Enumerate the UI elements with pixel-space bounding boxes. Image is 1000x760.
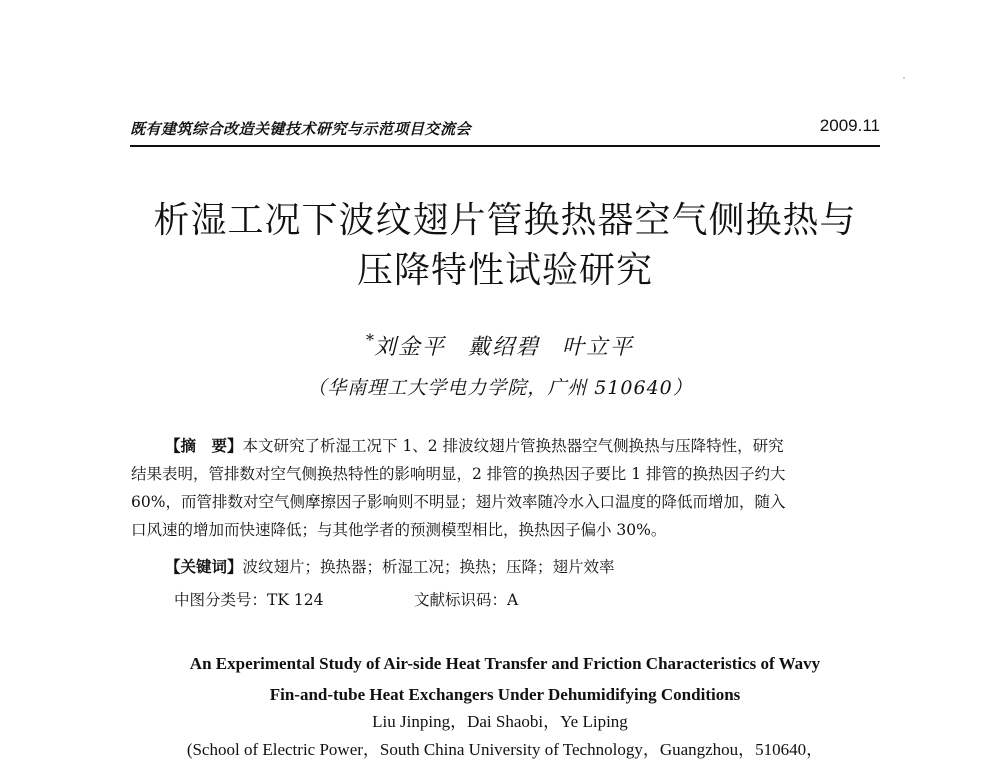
- document-code: 文献标识码：A: [414, 591, 519, 609]
- running-header: [130, 118, 880, 142]
- english-affiliation: (School of Electric Power，South China University of Technology，Guangzhou，510640，: [186, 740, 824, 759]
- abstract-line-4: 口风速的增加而快速降低；与其他学者的预测模型相比，换热因子偏小 30%。: [131, 521, 667, 539]
- scan-speck: [903, 77, 905, 79]
- english-title: [100, 648, 910, 710]
- abstract-line-1: [131, 432, 881, 460]
- keywords: [165, 555, 615, 577]
- english-title-line-1: An Experimental Study of Air-side Heat Transfer and Friction Characteristics of Wavy: [189, 654, 821, 673]
- abstract-text-1: 本文研究了析湿工况下 1、2 排波纹翅片管换热器空气侧换热与压降特性，研究: [242, 437, 784, 455]
- header-conference-name: 既有建筑综合改造关键技术研究与示范项目交流会: [130, 120, 472, 138]
- classification-line: [174, 588, 774, 610]
- paper-title: [100, 196, 910, 296]
- keywords-label: 【关键词】: [165, 557, 243, 576]
- english-title-line-2: Fin-and-tube Heat Exchangers Under Dehumidifying Conditions: [269, 685, 741, 704]
- abstract-line-3: 60%，而管排数对空气侧摩擦因子影响则不明显；翅片效率随冷水入口温度的降低而增加，随入: [131, 493, 786, 511]
- author-affiliation: （华南理工大学电力学院，广州 510640）: [307, 377, 693, 399]
- author-2: 戴绍碧: [467, 335, 540, 360]
- english-authors: Liu Jinping，Dai Shaobi，Ye Liping: [372, 712, 628, 731]
- title-line-1: 析湿工况下波纹翅片管换热器空气侧换热与: [153, 200, 857, 241]
- header-date: 2009.11: [819, 116, 880, 135]
- clc-number: 中图分类号：TK 124: [174, 591, 324, 609]
- title-line-2: 压降特性试验研究: [356, 250, 653, 291]
- abstract-label: 【摘 要】: [165, 436, 243, 455]
- author-3: 叶立平: [562, 335, 635, 360]
- abstract: [131, 432, 881, 544]
- corresponding-mark: *: [365, 330, 374, 350]
- author-1: 刘金平: [373, 335, 446, 360]
- header-rule: [130, 145, 880, 147]
- abstract-line-2: 结果表明，管排数对空气侧换热特性的影响明显，2 排管的换热因子要比 1 排管的换热因子约大: [131, 465, 786, 483]
- keywords-text: 波纹翅片；换热器；析湿工况；换热；压降；翅片效率: [242, 558, 615, 576]
- author-list: [300, 330, 700, 361]
